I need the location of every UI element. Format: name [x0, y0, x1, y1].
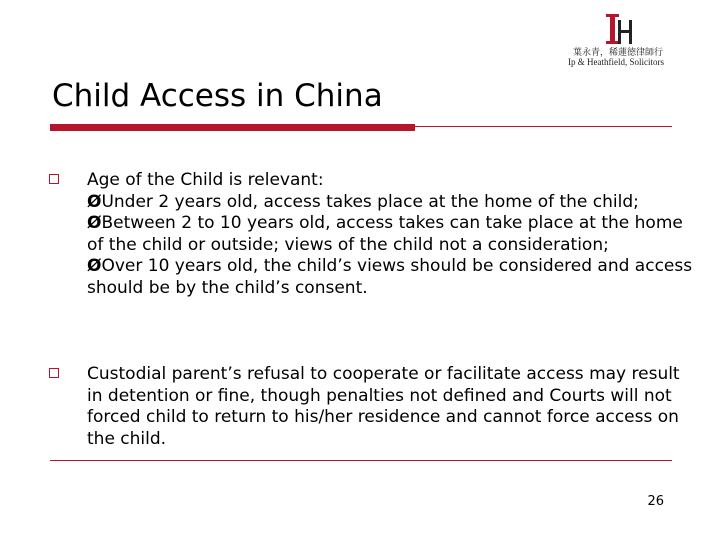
bullet-text: Custodial parent’s refusal to cooperate or facilitate access may result in detention or fine, though penalties not defined and Courts will not forced child to return to his/her residence and cannot force access on the child. [87, 364, 680, 449]
firm-name-chinese: 葉永青，稀蓮徳律師行 [572, 48, 663, 58]
arrow-bullet-icon: Ø [87, 256, 102, 276]
square-bullet-icon [49, 368, 59, 378]
subpoint-text: Under 2 years old, access takes place at the home of the child; [101, 191, 639, 212]
title-underline-rule [415, 126, 672, 127]
subpoint-text: Over 10 years old, the child’s views should be considered and access should be by the child’s consent. [87, 256, 693, 298]
page-number: 26 [647, 494, 664, 509]
square-bullet-icon [49, 174, 59, 184]
subpoint-2-to-10 [87, 213, 697, 256]
arrow-bullet-icon: Ø [87, 213, 102, 233]
subpoint-text: Between 2 to 10 years old, access takes can take place at the home of the child or outside; views of the child not a consideration; [87, 213, 683, 255]
ip-heathfield-logo-icon [600, 14, 636, 44]
slide-title: Child Access in China [52, 78, 383, 114]
footer-rule [50, 460, 672, 461]
title-underline-bar [50, 124, 415, 131]
bullet-age-relevance [87, 170, 697, 299]
subpoint-over-10 [87, 256, 697, 299]
arrow-bullet-icon: Ø [87, 191, 102, 212]
firm-name-english: Ip & Heathfield, Solicitors [568, 57, 664, 67]
bullet-custodial-refusal [87, 364, 687, 450]
bullet-text: Age of the Child is relevant: [87, 170, 324, 190]
subpoint-under-2 [87, 192, 697, 214]
